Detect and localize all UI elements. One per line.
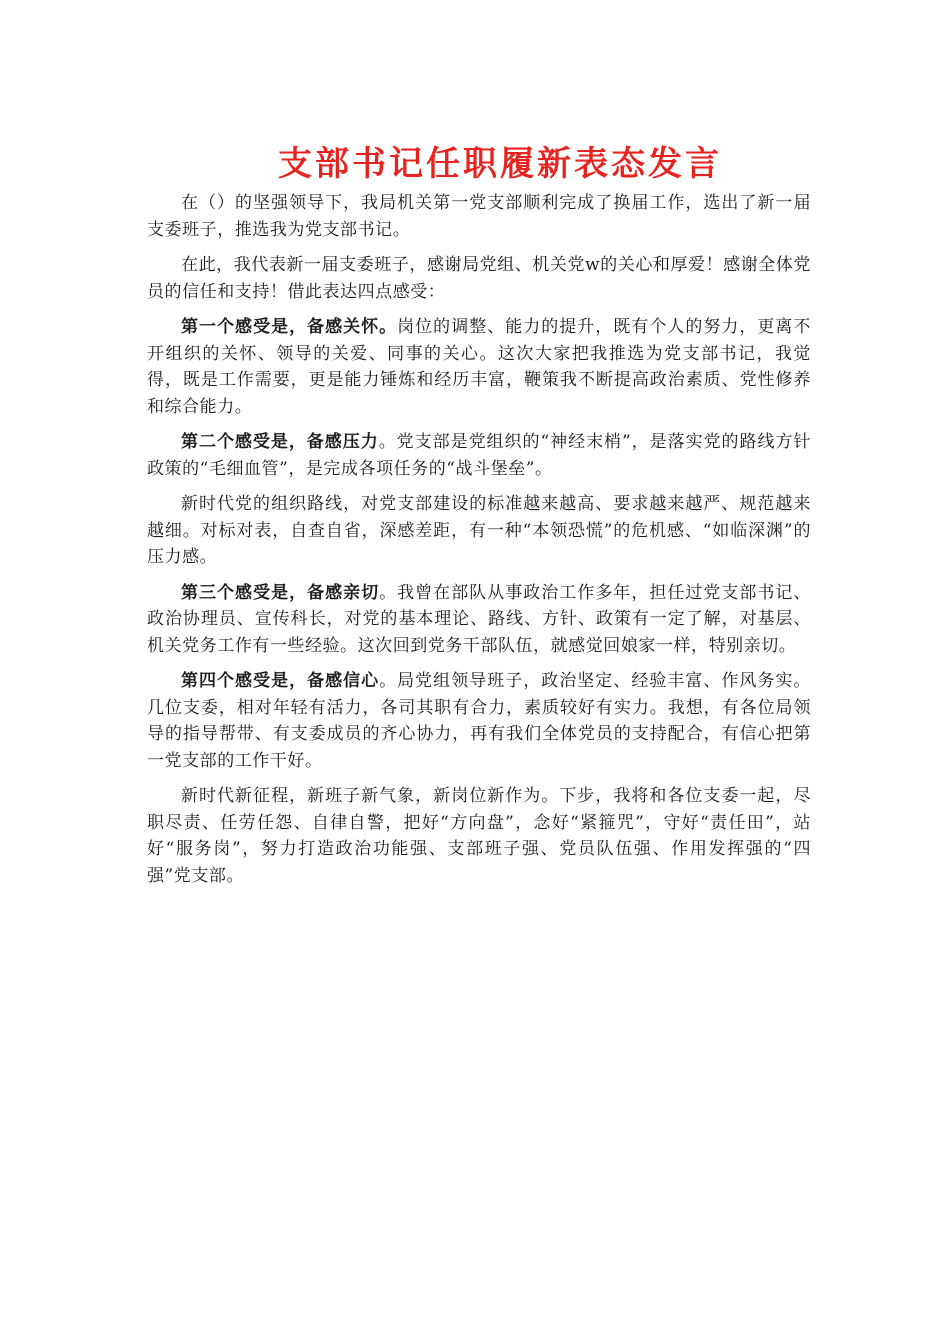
document-body bbox=[147, 190, 811, 898]
paragraph-feeling-2 bbox=[147, 429, 811, 482]
paragraph bbox=[147, 190, 811, 243]
paragraph-lead: 第三个感受是，备感亲切 bbox=[181, 582, 380, 603]
document-title: 支部书记任职履新表态发言 bbox=[278, 144, 722, 184]
paragraph-lead: 第二个感受是，备感压力 bbox=[181, 432, 379, 452]
paragraph-feeling-1 bbox=[147, 314, 811, 420]
paragraph-text: 岗位的调整、能力的提升，既有个人的努力，更离不开组织的关怀、领导的关爱、同事的关心。这次大家把我推选为党支部书记，我觉得，既是工作需要，更是能力锤炼和经历丰富，鞭策我不断提高政治素质、党性修养和综合能力。 bbox=[147, 317, 811, 417]
paragraph-text: 新时代新征程，新班子新气象，新岗位新作为。下步，我将和各位支委一起，尽职尽责、任劳任怨、自律自警，把好“方向盘”，念好“紧箍咒”，守好“责任田”，站好“服务岗”，努力打造政治功能强、支部班子强、党员队伍强、作用发挥强的“四强”党支部。 bbox=[147, 786, 811, 886]
paragraph-text: 在此，我代表新一届支委班子，感谢局党组、机关党w的关心和厚爱！感谢全体党员的信任和支持！借此表达四点感受： bbox=[147, 255, 811, 302]
paragraph-closing bbox=[147, 783, 811, 889]
paragraph-text: 。局党组领导班子，政治坚定、经验丰富、作风务实。几位支委，相对年轻有活力，各司其职有合力，素质较好有实力。我想，有各位局领导的指导帮带、有支委成员的齐心协力，再有我们全体党员的支持配合，有信心把第一党支部的工作干好。 bbox=[147, 671, 811, 771]
paragraph bbox=[147, 491, 811, 571]
paragraph-text: 在（）的坚强领导下，我局机关第一党支部顺利完成了换届工作，选出了新一届支委班子，推选我为党支部书记。 bbox=[147, 193, 811, 240]
paragraph-text: 。我曾在部队从事政治工作多年，担任过党支部书记、政治协理员、宣传科长，对党的基本理论、路线、方针、政策有一定了解，对基层、机关党务工作有一些经验。这次回到党务干部队伍，就感觉回娘家一样，特别亲切。 bbox=[147, 582, 811, 656]
paragraph-lead: 第四个感受是，备感信心 bbox=[181, 671, 380, 691]
paragraph bbox=[147, 252, 811, 305]
paragraph-text: 新时代党的组织路线，对党支部建设的标准越来越高、要求越来越严、规范越来越细。对标对表，自查自省，深感差距，有一种“本领恐慌”的危机感、“如临深渊”的压力感。 bbox=[147, 494, 811, 567]
paragraph-lead: 第一个感受是，备感关怀。 bbox=[181, 317, 398, 337]
paragraph-text: 。党支部是党组织的“神经末梢”，是落实党的路线方针政策的“毛细血管”，是完成各项任务的“战斗堡垒”。 bbox=[147, 432, 811, 479]
paragraph-feeling-3 bbox=[147, 580, 811, 660]
paragraph-feeling-4 bbox=[147, 668, 811, 774]
